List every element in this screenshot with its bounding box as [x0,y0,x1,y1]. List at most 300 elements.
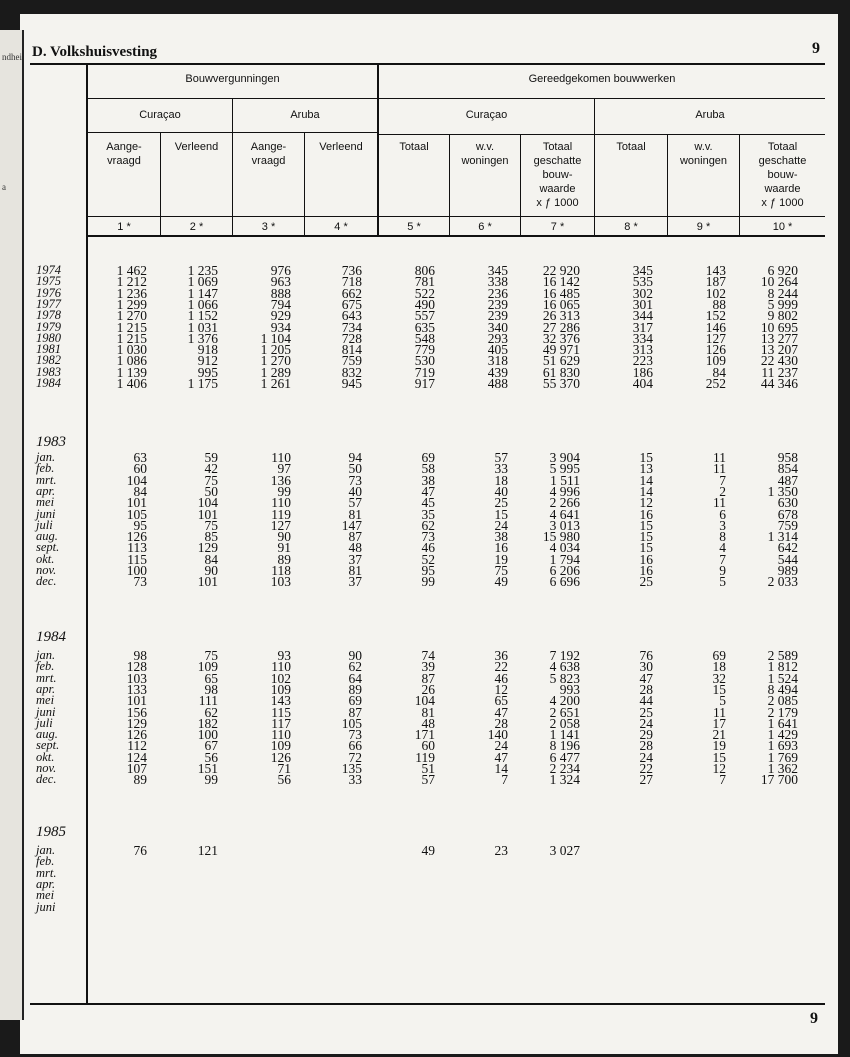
table-cell: 2 589 [767,648,798,663]
table-cell: 13 [639,461,653,477]
table-cell: 934 [270,319,291,335]
table-cell: 918 [197,342,218,358]
table-cell: 16 [639,563,653,578]
table-cell: 109 [270,738,291,754]
table-cell: 85 [204,529,218,545]
table-cell: 93 [277,648,291,663]
table-cell: 1 205 [260,342,291,358]
table-cell: 1 289 [260,364,291,380]
table-cell: 1 030 [116,342,147,358]
margin-fragment: a [2,182,6,192]
table-cell: 929 [270,308,291,324]
table-cell: 17 700 [760,772,798,788]
table-cell: 14 [494,761,508,776]
table-cell: 105 [126,506,147,522]
table-cell: 16 142 [542,274,580,290]
table-cell: 152 [705,308,726,324]
table-cell: 2 058 [549,715,580,731]
table-cell: 105 [341,715,362,731]
table-cell: 252 [705,376,726,391]
table-cell: 5 995 [549,461,580,477]
table-cell: 2 033 [767,574,798,590]
row-label: feb. [36,659,55,674]
table-cell: 4 [719,540,726,556]
table-cell: 976 [270,263,291,278]
table-cell: 73 [133,574,147,590]
table-cell: 317 [632,319,653,335]
table-cell: 27 286 [542,319,580,335]
table-cell: 995 [197,364,218,380]
row-label: dec. [36,574,57,589]
table-cell: 535 [632,274,653,290]
table-cell: 832 [341,364,362,380]
table-cell: 1 261 [260,376,291,391]
table-cell: 728 [341,330,362,346]
table-cell: 84 [133,483,147,499]
table-cell: 917 [414,376,435,391]
table-cell: 30 [639,659,653,675]
table-cell: 65 [494,693,508,709]
table-cell: 75 [204,472,218,488]
table-cell: 1 324 [549,772,580,788]
table-cell: 1 175 [187,376,218,391]
table-cell: 64 [348,670,362,686]
table-cell: 993 [559,681,580,697]
table-cell: 912 [197,353,218,369]
table-cell: 405 [487,342,508,358]
row-label: mrt. [36,865,57,880]
table-cell: 99 [277,483,291,499]
table-cell: 15 [494,506,508,522]
column-label: Aange- vraagd [250,141,287,167]
table-cell: 57 [348,495,362,511]
table-cell: 69 [348,693,362,709]
table-cell: 16 [494,540,508,556]
table-cell: 81 [421,704,435,720]
table-cell: 51 629 [542,353,580,369]
table-cell: 24 [639,749,653,765]
column-label: Totaal geschatte bouw- waarde x ƒ 1000 [758,141,807,209]
row-label: mrt. [36,670,57,685]
table-cell: 642 [777,540,798,556]
table-cell: 61 830 [542,364,580,380]
table-cell: 35 [421,506,435,522]
row-label: juli [36,517,53,532]
table-cell: 24 [494,517,508,533]
table-cell: 47 [639,670,653,686]
table-cell: 557 [414,308,435,324]
table-cell: 76 [639,648,653,663]
row-label: mei [36,693,55,708]
table-cell: 104 [126,472,147,488]
table-cell: 25 [639,704,653,720]
table-cell: 57 [494,450,508,465]
table-cell: 62 [348,659,362,675]
table-cell: 90 [277,529,291,545]
table-cell: 736 [341,263,362,278]
table-cell: 58 [421,461,435,477]
header-bottom-rule [86,235,825,237]
subgroup-rule-right [379,134,825,135]
table-cell: 118 [271,563,291,578]
table-cell: 103 [270,574,291,590]
table-cell: 340 [487,319,508,335]
table-cell: 718 [341,274,362,290]
table-cell: 8 244 [767,285,798,301]
table-cell: 1 086 [116,353,147,369]
table-cell: 1 376 [187,330,218,346]
table-cell: 6 206 [549,563,580,578]
table-cell: 14 [639,472,653,488]
table-cell: 87 [421,670,435,686]
row-label: mrt. [36,472,57,487]
table-cell: 98 [204,681,218,697]
table-cell: 56 [277,772,291,788]
table-cell: 186 [632,364,653,380]
table-cell: 107 [126,761,147,776]
table-cell: 806 [414,263,435,278]
table-cell: 1 641 [767,715,798,731]
table-cell: 109 [705,353,726,369]
table-cell: 46 [494,670,508,686]
table-cell: 109 [197,659,218,675]
table-cell: 102 [270,670,291,686]
table-cell: 2 266 [549,495,580,511]
table-cell: 5 [719,574,726,590]
row-label: 1979 [36,319,61,334]
table-cell: 7 192 [549,648,580,663]
table-cell: 73 [421,529,435,545]
table-cell: 104 [197,495,218,511]
table-cell: 958 [777,450,798,465]
table-cell: 37 [348,551,362,567]
row-label: apr. [36,876,56,891]
table-cell: 16 [639,551,653,567]
table-cell: 1 139 [116,364,147,380]
table-cell: 963 [270,274,291,290]
table-cell: 29 [639,727,653,743]
table-cell: 5 823 [549,670,580,686]
table-cell: 112 [127,738,147,754]
column-number: 2 * [189,221,204,233]
table-cell: 6 [719,506,726,522]
row-label: sept. [36,738,60,753]
table-cell: 1 314 [767,529,798,545]
table-cell: 3 027 [549,843,580,858]
table-cell: 1 147 [187,285,218,301]
column-label: Verleend [174,141,219,153]
table-cell: 888 [270,285,291,301]
table-cell: 49 971 [542,342,580,358]
table-cell: 1 769 [767,749,798,765]
table-cell: 16 [639,506,653,522]
table-cell: 4 641 [549,506,580,522]
table-cell: 32 376 [542,330,580,346]
table-cell: 22 920 [542,263,580,278]
table-cell: 109 [270,681,291,697]
table-cell: 9 802 [767,308,798,324]
table-cell: 59 [204,450,218,465]
row-label: nov. [36,761,57,775]
row-label: juni [36,506,56,521]
row-label: okt. [36,749,55,764]
table-cell: 734 [341,319,362,335]
table-cell: 127 [705,330,726,346]
row-label: jan. [36,648,56,662]
table-cell: 42 [204,461,218,477]
table-cell: 22 [494,659,508,675]
table-cell: 101 [126,495,147,511]
table-cell: 1 350 [767,483,798,499]
table-cell: 33 [348,772,362,788]
table-cell: 794 [270,296,291,312]
table-cell: 26 [421,681,435,697]
table-cell: 7 [719,772,726,788]
table-cell: 171 [414,727,435,743]
table-cell: 100 [126,563,147,578]
table-cell: 88 [712,296,726,312]
table-cell: 854 [777,461,798,477]
table-cell: 2 651 [549,704,580,720]
row-label: 1977 [36,296,61,311]
table-cell: 1 235 [187,263,218,278]
table-cell: 13 207 [760,342,798,358]
table-cell: 15 [639,540,653,556]
section-title: D. Volkshuisvesting [32,44,158,60]
row-label: feb. [36,854,55,869]
table-cell: 1 215 [116,330,147,346]
table-cell: 15 [712,749,726,765]
table-cell: 544 [777,551,798,567]
table-cell: 143 [705,263,726,278]
table-cell: 236 [487,285,508,301]
table-cell: 2 [719,483,726,499]
table-cell: 56 [204,749,218,765]
table-cell: 1 299 [116,296,147,312]
section-year-heading: 1984 [36,629,66,645]
section-year-heading: 1985 [36,824,66,840]
table-cell: 90 [348,648,362,663]
table-cell: 945 [341,376,362,391]
table-cell: 98 [133,648,147,663]
table-cell: 7 [719,472,726,488]
table-cell: 22 430 [760,353,798,369]
table-cell: 18 [712,659,726,675]
table-cell: 95 [133,517,147,533]
table-cell: 143 [270,693,291,709]
table-cell: 345 [632,263,653,278]
table-cell: 4 034 [549,540,580,556]
table-cell: 15 980 [542,529,580,545]
column-number: 8 * [624,221,638,233]
table-cell: 46 [421,540,435,556]
table-cell: 22 [639,761,653,776]
table-cell: 62 [204,704,218,720]
table-cell: 119 [271,506,291,522]
table-cell: 530 [414,353,435,369]
table-cell: 4 200 [549,693,580,709]
row-label: feb. [36,461,55,476]
completed-works-header: Gereedgekomen bouwwerken [528,73,676,85]
table-cell: 2 234 [549,761,580,776]
table-cell: 759 [341,353,362,369]
table-cell: 129 [197,540,218,556]
table-cell: 44 346 [760,376,798,391]
table-cell: 12 [494,681,508,697]
table-cell: 187 [705,274,726,290]
table-cell: 2 085 [767,693,798,709]
table-cell: 26 313 [542,308,580,324]
table-cell: 104 [414,693,435,709]
row-label: 1976 [36,285,61,300]
table-cell: 1 141 [549,727,580,743]
table-cell: 84 [712,364,726,380]
table-cell: 69 [421,450,435,465]
table-cell: 62 [421,517,435,533]
table-cell: 84 [204,551,218,567]
table-cell: 94 [348,450,362,465]
table-cell: 87 [348,529,362,545]
colnum-rule [88,216,825,217]
table-cell: 5 999 [767,296,798,312]
table-cell: 32 [712,670,726,686]
table-cell: 2 179 [767,704,798,720]
table-cell: 14 [639,483,653,499]
table-cell: 10 695 [760,319,798,335]
table-cell: 103 [126,670,147,686]
row-label: juni [36,704,56,719]
table-cell: 81 [348,506,362,522]
column-number: 5 * [407,221,421,233]
table-cell: 74 [421,648,435,663]
table-cell: 1 406 [116,376,147,391]
table-cell: 73 [348,472,362,488]
column-number: 1 * [117,221,131,233]
table-cell: 47 [494,704,508,720]
table-cell: 135 [341,761,362,776]
table-cell: 1 794 [549,551,580,567]
table-cell: 318 [487,353,508,369]
table-cell: 1 429 [767,727,798,743]
table-cell: 48 [348,540,362,556]
table-cell: 126 [126,529,147,545]
table-cell: 66 [348,738,362,754]
table-cell: 301 [632,296,653,312]
table-cell: 49 [421,843,435,858]
table-cell: 19 [712,738,726,754]
table-cell: 87 [348,704,362,720]
table-cell: 129 [126,715,147,731]
row-label: dec. [36,772,57,787]
table-cell: 5 [719,693,726,709]
table-cell: 55 370 [542,376,580,391]
row-label: 1982 [36,353,61,368]
row-label: aug. [36,529,58,544]
table-cell: 1 511 [550,472,580,488]
table-cell: 302 [632,285,653,301]
table-cell: 3 904 [549,450,580,465]
table-cell: 28 [639,738,653,754]
table-cell: 101 [197,506,218,522]
building-permits-header: Bouwvergunningen [185,73,280,85]
table-cell: 33 [494,461,508,477]
table-cell: 239 [487,308,508,324]
left-page-edge [0,30,24,1020]
table-cell: 1 104 [260,330,291,346]
row-label: aug. [36,727,58,742]
row-label: jan. [36,450,56,464]
table-cell: 1 215 [116,319,147,335]
section-year-heading: 1983 [36,434,66,450]
table-cell: 121 [197,843,218,858]
column-label: w.v. woningen [461,141,509,167]
row-label: sept. [36,540,60,555]
table-cell: 126 [126,727,147,743]
table-cell: 15 [712,681,726,697]
table-cell: 678 [777,506,798,522]
table-cell: 21 [712,727,726,743]
row-label: 1983 [36,364,61,379]
group-header-rule [88,98,825,99]
table-cell: 60 [421,738,435,754]
table-cell: 119 [415,749,435,765]
row-label: jan. [36,843,56,857]
table-cell: 404 [632,376,653,391]
column-label: Aange- vraagd [106,141,142,167]
table-cell: 1 524 [767,670,798,686]
table-cell: 1 362 [767,761,798,776]
table-cell: 76 [133,843,147,858]
margin-fragment: ndhei [2,52,22,62]
table-cell: 49 [494,574,508,590]
table-cell: 13 277 [760,330,798,346]
column-label: Totaal [616,141,646,153]
table-cell: 11 [713,495,726,511]
table-cell: 9 [719,563,726,578]
table-cell: 146 [705,319,726,335]
table-cell: 57 [421,772,435,788]
column-label: Totaal geschatte bouw- waarde x ƒ 1000 [533,141,582,209]
table-cell: 1 212 [116,274,147,290]
table-cell: 60 [133,461,147,477]
table-cell: 127 [270,517,291,533]
bottom-rule [30,1003,825,1005]
table-cell: 3 [719,517,726,533]
table-cell: 7 [719,551,726,567]
row-label: 1984 [36,376,61,390]
table-cell: 126 [705,342,726,358]
subgroup-aruba-permits: Aruba [290,109,320,121]
table-cell: 643 [341,308,362,324]
subgroup-curacao-completed: Curaçao [465,109,508,121]
column-number: 9 * [696,221,711,233]
table-cell: 239 [487,296,508,312]
table-cell: 759 [777,517,798,533]
table-cell: 989 [777,563,798,578]
table-cell: 89 [348,681,362,697]
page-number-top: 9 [812,40,820,57]
table-cell: 75 [204,517,218,533]
table-cell: 38 [421,472,435,488]
table-cell: 89 [133,772,147,788]
column-label: Verleend [319,141,363,153]
column-label: w.v. woningen [679,141,728,167]
table-cell: 97 [277,461,291,477]
top-rule [30,63,825,65]
table-cell: 128 [126,659,147,675]
table-cell: 45 [421,495,435,511]
table-cell: 156 [126,704,147,720]
